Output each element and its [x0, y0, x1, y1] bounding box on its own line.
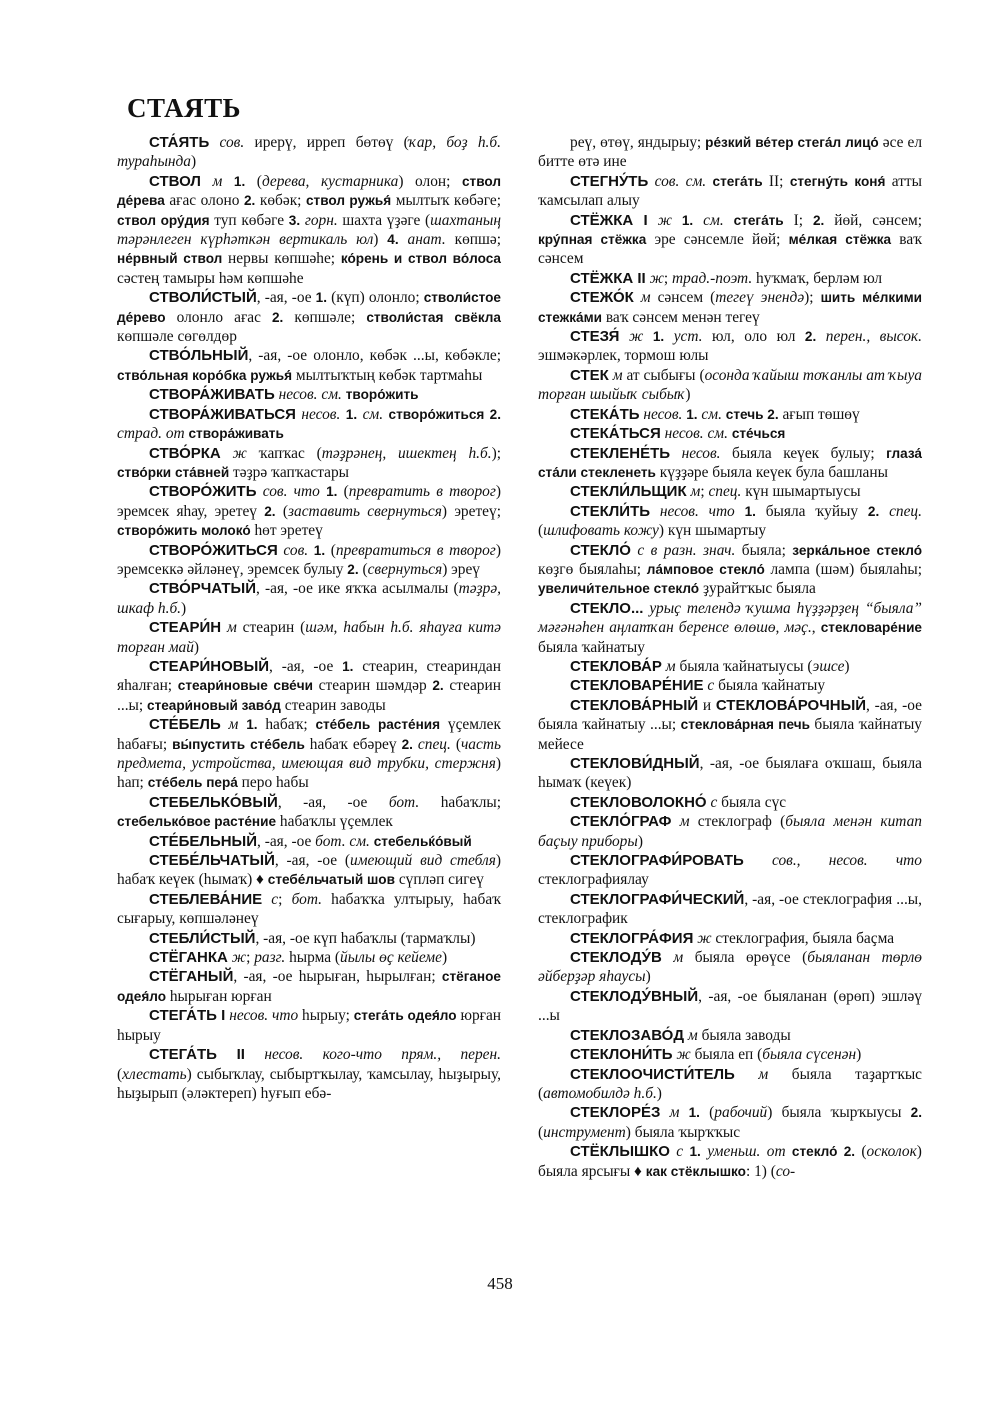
dictionary-entry: СТЕГА́ТЬ II несов. кого-что прям., перен. (хлестать) сыбыҡлау, сыбыртҡылау, ҡамсылау, һыҙырыу, һыҙырып (әләктереп) һуғып ебә- — [117, 1046, 501, 1102]
dictionary-entry: СТЕК м ат сыбығы (осонда ҡайыш тоҡанлы ат ҡыуа торған шыйыҡ сыбыҡ) — [538, 366, 922, 404]
dictionary-entry: СТЕКЛОДУ́ВНЫЙ, -ая, -ое быяланан (өрөп) эшләү ...ы — [538, 987, 922, 1025]
dictionary-entry: СТЕКЛОГРАФИ́РОВАТЬ сов., несов. что стеклографиялау — [538, 852, 922, 889]
dictionary-entry: СТЕАРИ́Н м стеарин (шәм, һабын һ.б. яһауға китә торған май) — [117, 619, 501, 656]
dictionary-entry: СТВО́РЧАТЫЙ, -ая, -ое ике яҡҡа асылмалы (тәҙрә, шкаф һ.б.) — [117, 580, 501, 617]
dictionary-entry: СТЕЖО́К м сәнсем (тегеү энендә); шить ме́лкими стежка́ми ваҡ сәнсем менән тегеү — [538, 289, 922, 326]
dictionary-entry: СТЕКЛЕНЕ́ТЬ несов. быяла кеүек булыу; глаза́ ста́ли стекленеть күҙҙәре быяла кеүек була башланы — [538, 444, 922, 481]
dictionary-entry: СТЕКЛО́ГРАФ м стеклограф (быяла менән китап баҫыу приборы) — [538, 813, 923, 850]
dictionary-entry: СТЁЖКА II ж; трад.-поэт. һуҡмаҡ, берләм юл — [570, 269, 883, 287]
dictionary-entry: СТЁКЛЫШКО с 1. уменьш. от стекло́ 2. (осколок) быяла ярсығы ♦ как стёклышко: 1) (со- — [538, 1143, 922, 1180]
dictionary-entry: СТЕКЛОВАРЕ́НИЕ с быяла ҡайнатыу — [570, 677, 826, 695]
dictionary-entry: СТЕКА́ТЬСЯ несов. см. сте́чься — [570, 425, 786, 443]
dictionary-entry: СТЕКЛОВА́Р м быяла ҡайнатыусы (эшсе) — [570, 657, 850, 675]
right-column — [538, 133, 922, 1181]
dictionary-entry: СТА́ЯТЬ сов. ирерү, ирреп бөтөү (ҡар, боҙ һ.б. тураһында) — [117, 134, 501, 171]
dictionary-entry: СТЕГА́ТЬ I несов. что һырыу; стега́ть одея́ло юрған һырыу — [117, 1007, 502, 1044]
dictionary-entry: реү, өтөү, яндырыу; ре́зкий ве́тер стега́л лицо́ әсе ел битте өтә ине — [538, 134, 923, 171]
dictionary-entry: СТВОРА́ЖИВАТЬСЯ несов. 1. см. створо́житься 2. страд. от створа́живать — [117, 405, 502, 443]
dictionary-entry: СТЕКЛОНИ́ТЬ ж быяла еп (быяла сүсенән) — [570, 1046, 862, 1064]
dictionary-entry: СТЕКЛОДУ́В м быяла өрөүсе (быяланан төрлө әйберҙәр яһаусы) — [538, 949, 922, 986]
dictionary-entry: СТЕКЛОВИ́ДНЫЙ, -ая, -ое быялаға оҡшаш, быяла һымаҡ (кеүек) — [538, 755, 922, 792]
dictionary-entry: СТЕКЛИ́ЛЬЩИК м; спец. күн шымартыусы — [570, 483, 861, 501]
dictionary-entry: СТВОЛ м 1. (дерева, кустарника) олон; ствол де́рева ағас олоно 2. көбәк; ствол ружья́ мылтыҡ көбәге; ствол ору́дия туп көбәге 3. горн. шахта үҙәге (шахтаның тәрәнлеген күрһәткән вертикаль юл) 4. анат. көпшә; не́рвный ствол нервы көпшәһе; ко́рень и ствол во́лоса сәстең тамыры һәм көпшәһе — [117, 172, 501, 287]
dictionary-entry: СТЕКЛОРЕ́З м 1. (рабочий) быяла ҡырҡыусы 2. (инструмент) быяла ҡырҡҡыс — [538, 1104, 922, 1141]
dictionary-entry: СТЕБЛЕВА́НИЕ с; бот. һабаҡҡа ултырыу, һабаҡ сығарыу, көпшәләнеү — [117, 890, 501, 928]
dictionary-entry: СТЕГНУ́ТЬ сов. см. стега́ть II; стегну́ть коня́ атты ҡамсылап алыу — [538, 172, 922, 210]
dictionary-entry: СТЕКЛИ́ТЬ несов. что 1. быяла ҡуйыу 2. спец. (шлифовать кожу) күн шымартыу — [538, 502, 922, 540]
dictionary-entry: СТВОРО́ЖИТЬСЯ сов. 1. (превратиться в творог) эремсеккә әйләнеү, эремсек булыу 2. (свернуться) эреү — [117, 541, 501, 578]
dictionary-entry: СТЕАРИ́НОВЫЙ, -ая, -ое 1. стеарин, стеариндан яһалған; стеари́новые све́чи стеарин шәмдәр 2. стеарин ...ы; стеари́новый заво́д стеарин заводы — [117, 657, 502, 714]
dictionary-entry: СТЕКЛОГРА́ФИЯ ж стеклография, быяла баҫма — [570, 929, 895, 947]
dictionary-entry: СТЕКЛОЗАВО́Д м быяла заводы — [570, 1026, 791, 1044]
dictionary-entry: СТЕ́БЕЛЬНЫЙ, -ая, -ое бот. см. стебельќо́вый — [149, 832, 472, 850]
left-column — [117, 133, 501, 1103]
dictionary-entry: СТЕКЛОВА́РНЫЙ и СТЕКЛОВА́РОЧНЫЙ, -ая, -ое быяла ҡайнатыу ...ы; стеклова́рная печь быяла ҡайнатыу мейесе — [538, 696, 922, 753]
dictionary-entry: СТВОРО́ЖИТЬ сов. что 1. (превратить в творог) эремсек яһау, эретеү 2. (заставить свернуться) эретеү; створо́жить молоко́ һөт эретеү — [117, 483, 501, 540]
dictionary-entry: СТВОЛИ́СТЫЙ, -ая, -ое 1. (күп) олонло; стволи́стое де́рево олонло ағас 2. көпшәле; стволи́стая свёкла көпшәле сөгөлдөр — [117, 289, 501, 346]
dictionary-entry: СТЕБЛИ́СТЫЙ, -ая, -ое күп һабаҡлы (тармаҡлы) — [149, 929, 476, 947]
dictionary-entry: СТЕКЛО... урыҫ телендә ҡушма һүҙҙәрҙең “быяла” мәғәнәһен аңлатҡан беренсе өлөшө, мәҫ., стекловаре́ние быяла ҡайнатыу — [538, 599, 922, 656]
dictionary-entry: СТВОРА́ЖИВАТЬ несов. см. творо́жить — [149, 386, 419, 404]
dictionary-entry: СТЕКЛОГРАФИ́ЧЕСКИЙ, -ая, -ое стеклография ...ы, стеклографик — [538, 890, 922, 928]
dictionary-entry: СТВО́ЛЬНЫЙ, -ая, -ое олонло, көбәк ...ы, көбәкле; ство́льная коро́бка ружья́ мылтыҡтың көбәк тартмаһы — [117, 347, 501, 384]
dictionary-entry: СТЕКЛООЧИСТИ́ТЕЛЬ м быяла таҙартҡыс (автомобилдә һ.б.) — [538, 1065, 922, 1102]
dictionary-entry: СТВО́РКА ж ҡапҡас (тәҙрәнең, ишектең һ.б.); ство́рки ста́вней тәҙрә ҡапҡастары — [117, 444, 501, 481]
dictionary-entry: СТЕБЕ́ЛЬЧАТЫЙ, -ая, -ое (имеющий вид стебля) һабаҡ кеүек (һымаҡ) ♦ стебе́льчатый шов сүпләп сигеү — [117, 852, 501, 889]
page-number: 458 — [487, 1274, 513, 1293]
running-head: СТАЯТЬ — [127, 93, 242, 123]
dictionary-entry: СТЕКЛОВОЛОКНО́ с быяла сүс — [570, 793, 787, 811]
dictionary-entry: СТЕБЕЛЬКО́ВЫЙ, -ая, -ое бот. һабаҡлы; стебелько́вое расте́ние һабаҡлы үҫемлек — [117, 793, 501, 831]
dictionary-entry: СТЁГАНКА ж; разг. һырма (йылы өҫ кейеме) — [149, 949, 448, 967]
dictionary-entry: СТЕКЛО́ с в разн. знач. быяла; зерка́льное стекло́ көҙгө быялаһы; ла́мповое стекло́ лампа (шәм) быялаһы; увеличи́тельное стекло́ ҙурайтҡыс быяла — [538, 541, 923, 598]
dictionary-entry: СТЕКА́ТЬ несов. 1. см. стечь 2. ағып төшөү — [570, 405, 860, 423]
dictionary-entry: СТЕЗЯ́ ж 1. уст. юл, оло юл 2. перен., высок. эшмәкәрлек, тормош юлы — [538, 328, 922, 365]
dictionary-entry: СТЁЖКА I ж 1. см. стега́ть I; 2. йөй, сәнсем; кру́пная стёжка эре сәнсемле йөй; ме́лкая стёжка ваҡ сәнсем — [538, 211, 922, 268]
dictionary-entry: СТЕ́БЕЛЬ м 1. һабаҡ; сте́бель расте́ния үҫемлек һабағы; вы́пустить сте́бель һабаҡ ебәреү 2. спец. (часть предмета, устройства, имеющая вид трубки, стержня) һап; сте́бель пера́ перо һабы — [117, 716, 501, 792]
dictionary-entry: СТЁГАНЫЙ, -ая, -ое һырыған, һырылған; стёганое одея́ло һырыған юрған — [117, 968, 501, 1005]
